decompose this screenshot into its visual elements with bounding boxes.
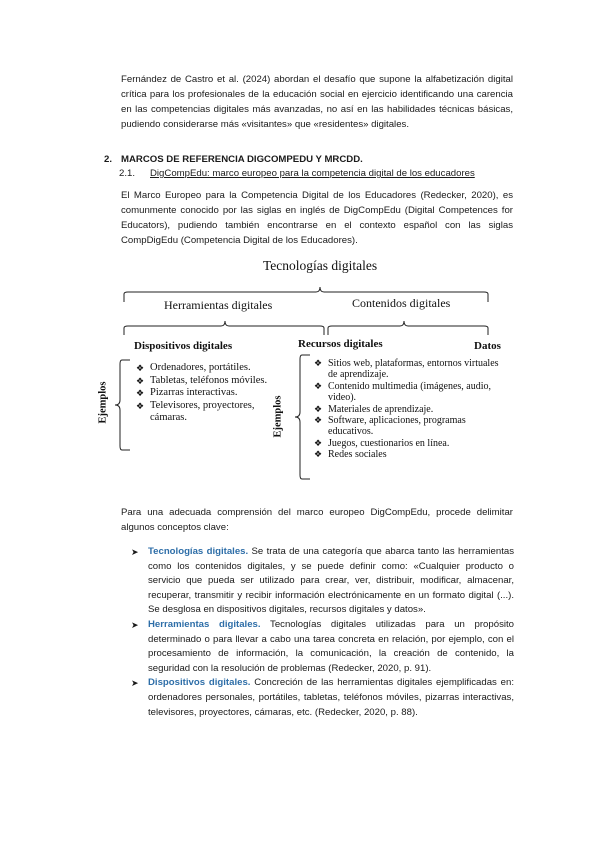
definition-text: Concreción de las herramientas digitales ejemplificadas en: ordenadores personales, portátiles, tabletas, teléfonos móviles, pizarras interactivas, televisores, proyectores, cámaras, etc. (Redecker, 2020, p. 88). [148, 677, 514, 718]
section-heading [104, 154, 363, 165]
list-item: ❖ Pizarras interactivas. [136, 387, 286, 400]
resources-list [314, 358, 504, 461]
label-digital-resources: Recursos digitales [298, 338, 383, 350]
definition-term: Dispositivos digitales. [148, 677, 251, 689]
intro-paragraph: Fernández de Castro et al. (2024) abordan el desafío que supone la alfabetización digital crítica para los profesionales de la educación social en ejercicio identificando una carencia en las competencias digitales más avanzadas, no así en las habilidades técnicas básicas, pudiendo considerarse más «visitantes» que «residentes» digitales. [121, 74, 513, 130]
list-item: ❖ Ordenadores, portátiles. [136, 362, 286, 375]
section-title: MARCOS DE REFERENCIA DIGCOMPEDU Y MRCDD. [121, 154, 363, 165]
devices-list [136, 362, 286, 425]
definition-text: Tecnologías digitales utilizadas para un propósito determinado o para llevar a cabo una tarea concreta en relación, por ejemplo, con el procesamiento de información, la comunicación, la creación de contenido, la seguridad con la resolución de problemas (Redecker, 2020, p. 91). [148, 618, 514, 674]
arrow-bullet-icon: ➤ [131, 619, 139, 630]
definition-item [131, 676, 514, 720]
arrow-bullet-icon: ➤ [131, 547, 139, 557]
digcompedu-paragraph: El Marco Europeo para la Competencia Digital de los Educadores (Redecker, 2020), es comunmente conocido por las siglas en inglés de DigCompEdu (Digital Competences for Educators), pudiendo también encontrarse en el contexto español con las siglas CompDigEdu (Competencia Digital de los Educadores). [121, 190, 513, 246]
list-item: ❖ Contenido multimedia (imágenes, audio, video). [314, 381, 504, 404]
brace-examples-right [295, 355, 310, 479]
brace-tools [124, 321, 324, 335]
brace-top [124, 287, 488, 302]
list-item: ❖ Tabletas, teléfonos móviles. [136, 375, 286, 388]
list-item: ❖ Televisores, proyectores, cámaras. [136, 400, 286, 425]
diagram-title: Tecnologías digitales [263, 258, 378, 273]
list-item: ❖ Materiales de aprendizaje. [314, 404, 504, 415]
label-digital-tools: Herramientas digitales [164, 298, 273, 312]
definition-item [131, 618, 514, 676]
examples-label-right: Ejemplos [272, 395, 284, 438]
brace-contents [328, 321, 488, 335]
arrow-bullet-icon: ➤ [131, 678, 139, 689]
subsection-title: DigCompEdu: marco europeo para la competencia digital de los educadores [150, 168, 475, 179]
definition-item [131, 545, 514, 618]
list-item: ❖ Juegos, cuestionarios en línea. [314, 438, 504, 449]
label-digital-devices: Dispositivos digitales [134, 340, 233, 352]
examples-label-left: Ejemplos [97, 381, 109, 424]
definition-term: Tecnologías digitales. [148, 546, 249, 557]
list-item: ❖ Software, aplicaciones, programas educativos. [314, 415, 504, 438]
subsection-heading [119, 168, 475, 179]
label-digital-contents: Contenidos digitales [352, 296, 451, 310]
label-data: Datos [474, 340, 501, 352]
key-concepts-intro: Para una adecuada comprensión del marco europeo DigCompEdu, procede delimitar algunos conceptos clave: [121, 507, 513, 533]
brace-examples-left [115, 360, 130, 450]
list-item: ❖ Sitios web, plataformas, entornos virtuales de aprendizaje. [314, 358, 504, 381]
subsection-number: 2.1. [119, 168, 136, 179]
definition-term: Herramientas digitales. [148, 618, 261, 630]
definition-text: Se trata de una categoría que abarca tanto las herramientas como los contenidos digitales, y se puede definir como: «Cualquier producto o servicio que pueda ser utilizado para crear, ver, distribuir, modificar, almacenar, recuperar, transmitir y recibir información electrónicamente en un formato digital (...). Se desglosa en dispositivos digitales, recursos digitales y datos». [148, 546, 515, 616]
definitions-list [131, 545, 514, 720]
section-number: 2. [104, 154, 113, 165]
list-item: ❖ Redes sociales [314, 449, 504, 460]
